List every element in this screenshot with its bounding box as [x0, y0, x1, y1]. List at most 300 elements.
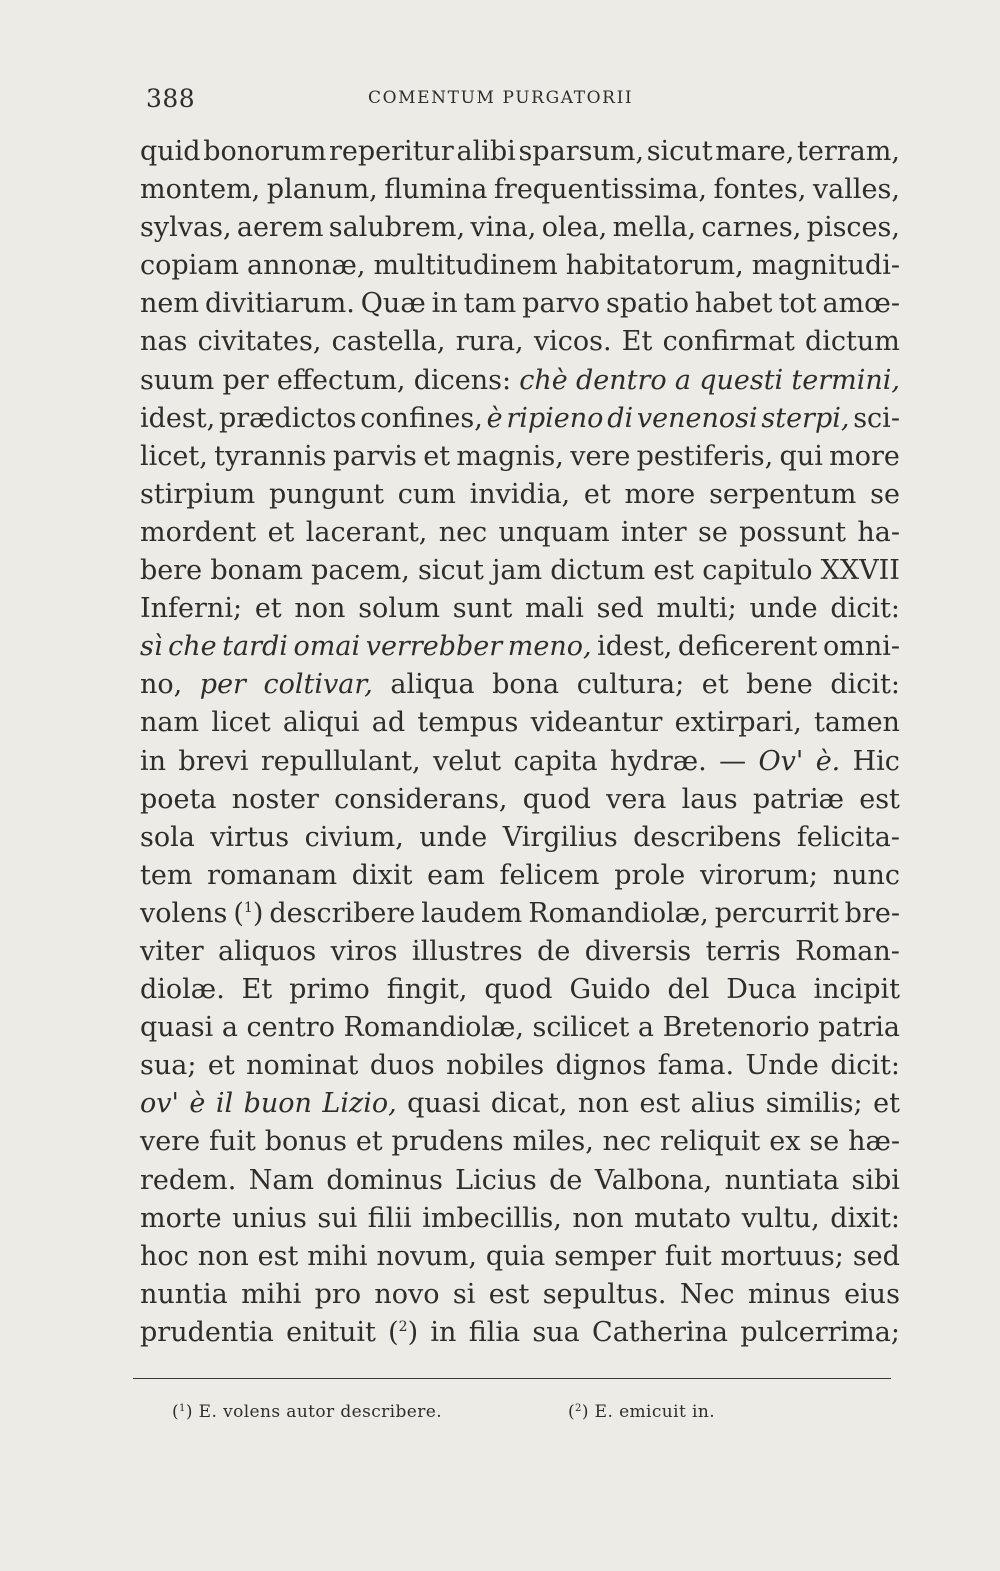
roman-text: bre- — [844, 897, 900, 929]
roman-text: et — [423, 440, 451, 472]
roman-text: prædictos — [218, 402, 357, 434]
roman-text: fuit — [209, 1126, 256, 1158]
roman-text: mordent — [140, 516, 257, 548]
word — [455, 1162, 537, 1200]
roman-text: bonus — [264, 1126, 347, 1158]
roman-text: et — [355, 1126, 383, 1158]
word — [780, 438, 823, 476]
roman-text: nec — [438, 516, 488, 548]
roman-text: volens — [140, 897, 228, 929]
word — [283, 704, 360, 742]
word — [585, 933, 691, 971]
roman-text: pisces, — [806, 212, 900, 244]
word — [713, 171, 806, 209]
roman-text: Licius — [455, 1164, 537, 1196]
word — [140, 247, 239, 285]
roman-text: sci- — [853, 402, 900, 434]
text-line — [140, 1009, 900, 1047]
roman-text: tamen — [814, 707, 900, 739]
footnote-rule — [133, 1378, 891, 1379]
roman-text: invidia, — [469, 478, 571, 510]
roman-text: tyrannis — [214, 440, 327, 472]
word — [592, 1314, 728, 1352]
word — [752, 247, 900, 285]
word — [607, 400, 633, 438]
roman-text: describere — [269, 897, 416, 929]
italic-text: Lizio, — [322, 1088, 397, 1120]
word — [421, 895, 522, 933]
roman-text: vina, — [470, 212, 537, 244]
roman-text: in — [430, 1316, 457, 1348]
word — [331, 933, 398, 971]
roman-text: sparsum, — [518, 136, 645, 167]
word — [807, 209, 900, 247]
italic-text: di — [607, 402, 634, 434]
word — [857, 514, 900, 552]
word — [470, 209, 536, 247]
roman-text: vere — [140, 1126, 201, 1158]
roman-text: terris — [705, 935, 781, 967]
text-line — [140, 1238, 900, 1276]
word — [492, 552, 542, 590]
running-title: COMENTUM PURGATORII — [368, 88, 634, 108]
roman-text: novo — [374, 1278, 440, 1310]
word — [549, 1162, 582, 1200]
roman-text: sepultus. — [542, 1278, 667, 1310]
roman-text: planum, — [266, 174, 378, 206]
roman-text: nas — [140, 326, 188, 358]
word — [140, 209, 232, 247]
word — [244, 1085, 312, 1123]
word — [503, 819, 618, 857]
roman-text: solum — [358, 593, 440, 625]
word — [289, 971, 370, 1009]
word — [210, 819, 289, 857]
word — [597, 590, 644, 628]
footnote-paren: ( — [172, 1402, 180, 1422]
roman-text: a — [221, 1012, 238, 1044]
word — [543, 1276, 667, 1314]
roman-text: sibi — [851, 1164, 900, 1196]
roman-text: XXVII — [820, 555, 900, 587]
word — [418, 552, 484, 590]
italic-text: per — [199, 669, 246, 701]
roman-text: salubrem, — [328, 212, 466, 244]
roman-text: felicem — [499, 859, 600, 891]
roman-text: dictum — [805, 326, 900, 358]
roman-text: est — [639, 1088, 681, 1120]
italic-text: che — [168, 631, 217, 663]
roman-text: minus — [747, 1278, 831, 1310]
roman-text: filii — [367, 1202, 412, 1234]
roman-text: mihi — [241, 1278, 302, 1310]
word — [168, 628, 217, 666]
italic-text: buon — [243, 1088, 312, 1120]
roman-text: fingit, — [386, 974, 468, 1006]
roman-text: nec — [602, 1126, 652, 1158]
roman-text: eam — [427, 859, 485, 891]
word — [821, 552, 900, 590]
roman-text: habitatorum, — [565, 250, 744, 282]
roman-text: Et — [241, 974, 273, 1006]
word — [528, 895, 708, 933]
word — [513, 1123, 594, 1161]
word — [268, 514, 295, 552]
word — [286, 1314, 376, 1352]
word — [859, 781, 900, 819]
word — [334, 781, 507, 819]
word — [373, 247, 557, 285]
word — [663, 323, 795, 361]
roman-text: centro — [246, 1012, 335, 1044]
roman-text: reperitur — [329, 136, 454, 167]
text-line — [140, 819, 900, 857]
word — [634, 1200, 731, 1238]
roman-text: tempus — [417, 707, 519, 739]
word — [566, 247, 744, 285]
italic-text: il — [215, 1088, 234, 1120]
roman-text: dicens: — [413, 364, 512, 396]
word — [140, 285, 199, 323]
word — [332, 323, 446, 361]
word — [241, 1276, 301, 1314]
text-line — [140, 666, 900, 704]
word — [698, 514, 728, 552]
word — [246, 1009, 335, 1047]
roman-text: extirpari, — [674, 707, 802, 739]
word — [140, 1314, 274, 1352]
text-line — [140, 476, 900, 514]
roman-text: prole — [614, 859, 686, 891]
word — [140, 1162, 236, 1200]
text-line — [140, 971, 900, 1009]
word — [691, 1085, 756, 1123]
word — [637, 438, 774, 476]
roman-text: Duca — [726, 974, 797, 1006]
roman-text: jam — [492, 555, 543, 587]
roman-text: dicit: — [830, 593, 900, 625]
roman-text: sua; — [140, 1050, 197, 1082]
word — [606, 781, 666, 819]
word — [222, 362, 268, 400]
roman-text: omni- — [822, 631, 900, 663]
roman-text: inter — [620, 516, 687, 548]
roman-text: bere — [140, 555, 203, 587]
roman-text: tam — [463, 288, 517, 320]
word — [665, 1238, 712, 1276]
roman-text: dicit: — [830, 1050, 900, 1082]
roman-text: poeta — [140, 783, 217, 815]
word — [610, 743, 707, 781]
roman-text: sicut — [646, 136, 713, 167]
roman-text: quia — [485, 1240, 546, 1272]
word — [542, 209, 608, 247]
word — [140, 933, 204, 971]
roman-text: illustres — [411, 935, 523, 967]
italic-text: a — [674, 364, 691, 396]
italic-text: chè — [519, 364, 568, 396]
roman-text: nobiles — [446, 1050, 545, 1082]
word — [522, 285, 600, 323]
word — [660, 1123, 760, 1161]
roman-text: sunt — [452, 593, 513, 625]
roman-text: in — [140, 745, 167, 777]
roman-text: qui — [779, 440, 823, 472]
roman-text: redem. — [140, 1164, 237, 1196]
word — [523, 781, 591, 819]
word — [739, 514, 846, 552]
footnote-2 — [568, 1402, 715, 1422]
text-line — [140, 400, 900, 438]
word — [675, 704, 802, 742]
word — [484, 971, 552, 1009]
text-line — [140, 1162, 900, 1200]
roman-text: licet — [211, 707, 271, 739]
word — [797, 133, 900, 171]
roman-text: stirpium — [140, 478, 256, 510]
word — [237, 209, 324, 247]
word — [140, 1009, 213, 1047]
roman-text: — — [719, 745, 747, 777]
roman-text: aliqua — [390, 669, 475, 701]
word — [423, 438, 450, 476]
word — [848, 1123, 900, 1161]
roman-text: bona — [492, 669, 560, 701]
roman-text: ha- — [857, 516, 900, 548]
footnote-paren: ) — [185, 1402, 199, 1422]
page-header — [146, 84, 890, 124]
roman-text: hæ- — [848, 1126, 900, 1158]
word — [198, 1238, 249, 1276]
word — [140, 1085, 179, 1123]
roman-text: Quæ — [360, 288, 426, 320]
roman-text: quasi — [140, 1012, 214, 1044]
word — [140, 362, 214, 400]
roman-text: de — [549, 1164, 583, 1196]
word — [361, 285, 426, 323]
word — [816, 743, 841, 781]
word — [392, 1123, 504, 1161]
roman-text: reliquit — [660, 1126, 761, 1158]
word — [622, 323, 653, 361]
word — [667, 971, 709, 1009]
word — [702, 552, 812, 590]
roman-text: est — [257, 1240, 299, 1272]
word — [306, 514, 428, 552]
roman-text: non — [572, 1202, 624, 1234]
word — [613, 209, 697, 247]
word — [358, 590, 440, 628]
roman-text: et — [207, 1050, 235, 1082]
roman-text: terram, — [797, 136, 900, 167]
word — [456, 323, 524, 361]
text-line — [140, 1314, 900, 1352]
word — [453, 1276, 476, 1314]
word — [372, 704, 405, 742]
text-line — [140, 895, 900, 933]
word — [719, 743, 746, 781]
roman-text: Virgilius — [502, 821, 618, 853]
italic-text: omai — [293, 631, 361, 663]
word — [638, 1009, 654, 1047]
text-line — [140, 781, 900, 819]
word — [390, 666, 474, 704]
roman-text: se — [870, 478, 900, 510]
roman-text: multitudinem — [373, 250, 558, 282]
roman-text: bene — [746, 669, 813, 701]
roman-text: eius — [844, 1278, 900, 1310]
word — [265, 1123, 347, 1161]
word — [695, 285, 773, 323]
roman-text: aliqui — [282, 707, 360, 739]
word — [140, 743, 166, 781]
word — [678, 628, 818, 666]
word — [873, 1085, 900, 1123]
roman-text: mare, — [715, 136, 795, 167]
roman-text: more — [829, 440, 900, 472]
word — [261, 743, 421, 781]
body-text — [140, 133, 900, 1352]
word — [797, 819, 900, 857]
word — [724, 1162, 839, 1200]
roman-text: non — [294, 593, 346, 625]
roman-text: alibi — [456, 136, 516, 167]
word — [294, 628, 361, 666]
roman-text: hydræ. — [609, 745, 707, 777]
roman-text: miles, — [512, 1126, 594, 1158]
word — [791, 362, 900, 400]
roman-text: tot — [778, 288, 817, 320]
roman-text: patria — [818, 1012, 900, 1044]
text-line — [140, 209, 900, 247]
word — [657, 590, 737, 628]
word — [269, 476, 384, 514]
word — [823, 628, 900, 666]
word — [663, 1009, 810, 1047]
word — [140, 1047, 196, 1085]
word — [577, 666, 685, 704]
word — [430, 1314, 456, 1352]
roman-text: est — [488, 1278, 530, 1310]
word — [761, 400, 849, 438]
roman-text: velut — [433, 745, 502, 777]
text-line — [140, 171, 900, 209]
roman-text: bonam — [210, 555, 303, 587]
word — [210, 552, 303, 590]
roman-text: morte — [140, 1202, 222, 1234]
text-line — [140, 1200, 900, 1238]
word — [658, 1047, 734, 1085]
roman-text: confirmat — [662, 326, 795, 358]
word — [264, 666, 373, 704]
word — [682, 781, 738, 819]
roman-text: frequentissima, — [493, 174, 707, 206]
word — [384, 171, 487, 209]
word — [317, 1200, 357, 1238]
roman-text: alius — [690, 1088, 756, 1120]
roman-text: unde — [419, 821, 488, 853]
word — [247, 247, 365, 285]
roman-text: filia — [468, 1316, 521, 1348]
roman-text: percurrit — [714, 897, 839, 929]
word — [830, 1047, 900, 1085]
roman-text: diolæ. — [140, 974, 225, 1006]
roman-text: unius — [232, 1202, 307, 1234]
roman-text: mella, — [612, 212, 697, 244]
roman-text: considerans, — [334, 783, 508, 815]
word — [700, 857, 818, 895]
roman-text: laudem — [421, 897, 523, 929]
roman-text: unquam — [498, 516, 610, 548]
word — [315, 1276, 361, 1314]
footnote-mark: 1 — [179, 1403, 186, 1414]
word — [333, 438, 417, 476]
roman-text: Nam — [248, 1164, 315, 1196]
word — [198, 323, 322, 361]
word — [209, 1123, 256, 1161]
roman-text: vultu, — [741, 1202, 820, 1234]
word — [709, 476, 856, 514]
word — [748, 1276, 831, 1314]
word — [715, 133, 794, 171]
roman-text: Romandiolæ, — [528, 897, 709, 929]
word — [746, 1047, 819, 1085]
word — [232, 781, 319, 819]
text-line — [140, 285, 900, 323]
word — [140, 819, 195, 857]
roman-text: se — [809, 1126, 840, 1158]
word — [140, 781, 216, 819]
roman-text: est — [859, 783, 900, 815]
footnote-paren: ) — [581, 1402, 595, 1422]
roman-text: Roman- — [795, 935, 900, 967]
italic-text: coltivar, — [263, 669, 373, 701]
word — [140, 666, 182, 704]
word — [255, 590, 282, 628]
word — [852, 1162, 900, 1200]
word — [412, 933, 523, 971]
roman-text: cum — [397, 478, 456, 510]
text-line — [140, 743, 900, 781]
roman-text: similis; — [765, 1088, 863, 1120]
word — [621, 514, 687, 552]
word — [322, 1085, 396, 1123]
roman-text: capita — [513, 745, 598, 777]
word — [214, 438, 326, 476]
roman-text: dignos — [555, 1050, 647, 1082]
text-line — [140, 1047, 900, 1085]
word — [258, 1238, 299, 1276]
roman-text: de — [537, 935, 571, 967]
word — [417, 704, 518, 742]
text-line — [140, 438, 900, 476]
roman-text: Nec — [679, 1278, 735, 1310]
word — [356, 1123, 383, 1161]
word — [814, 704, 900, 742]
roman-text: quod — [484, 974, 553, 1006]
roman-text: Catherina — [592, 1316, 729, 1348]
roman-text: et — [254, 593, 282, 625]
word — [433, 743, 501, 781]
word — [550, 552, 645, 590]
roman-text: videantur — [530, 707, 663, 739]
word — [140, 590, 242, 628]
word — [500, 857, 600, 895]
roman-text: suum — [140, 364, 215, 396]
roman-text: bonorum — [203, 136, 327, 167]
roman-text: multi; — [656, 593, 737, 625]
word — [830, 666, 900, 704]
